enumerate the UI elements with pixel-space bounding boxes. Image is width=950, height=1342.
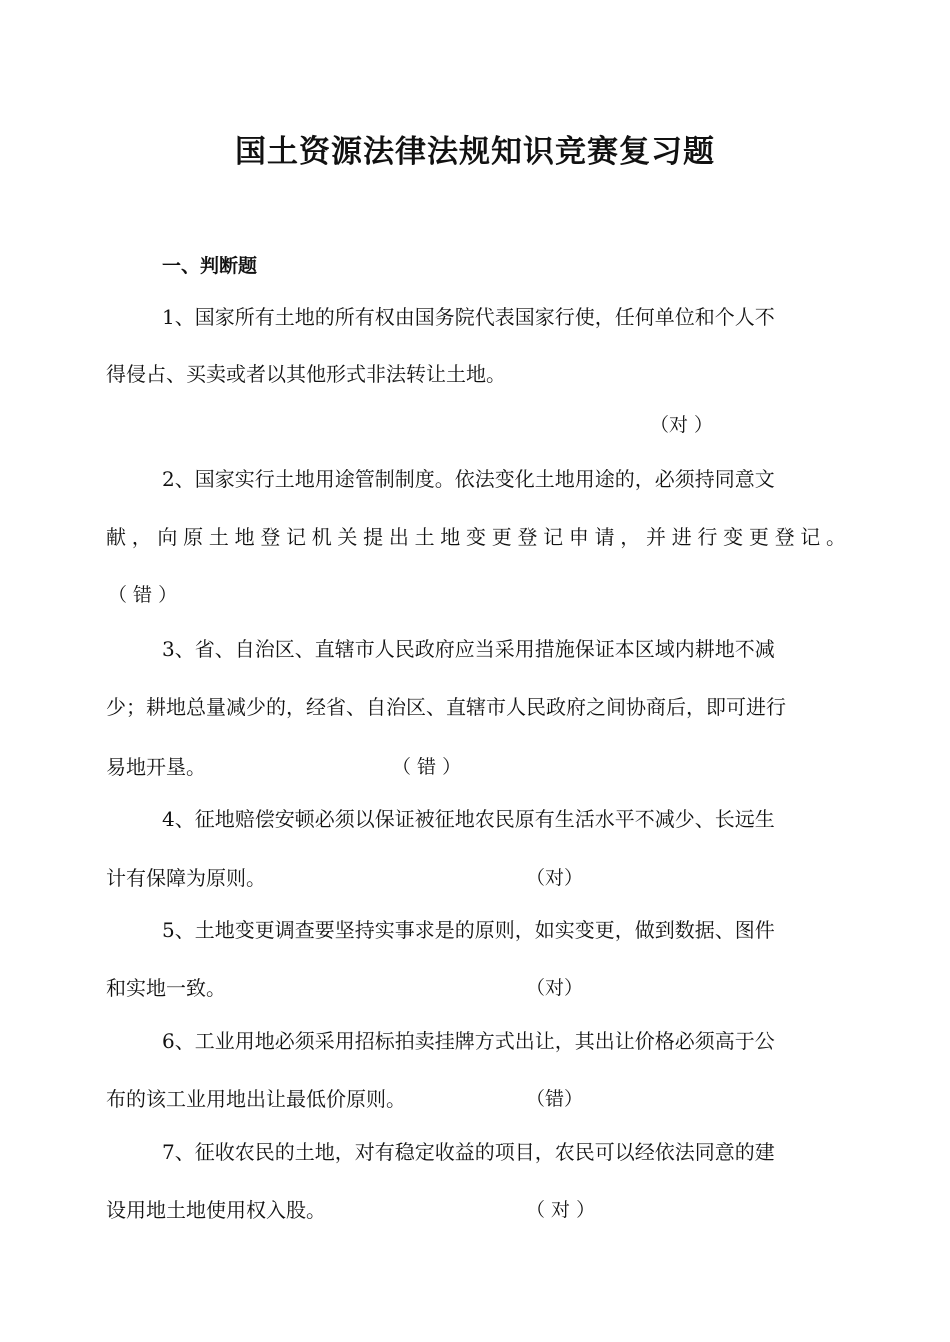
section-heading: 一、判断题 bbox=[162, 255, 258, 277]
question-6-answer: （错） bbox=[526, 1088, 584, 1110]
question-6-line-1: 6、工业用地必须采用招标拍卖挂牌方式出让，其出让价格必须高于公 bbox=[162, 1029, 775, 1053]
question-5-answer: （对） bbox=[526, 977, 584, 999]
question-5-line-1: 5、土地变更调查要坚持实事求是的原则，如实变更，做到数据、图件 bbox=[162, 918, 775, 942]
question-7-line-1: 7、征收农民的土地，对有稳定收益的项目，农民可以经依法同意的建 bbox=[162, 1140, 775, 1164]
question-7-line-2: 设用地土地使用权入股。 bbox=[106, 1198, 326, 1222]
question-3-line-1: 3、省、自治区、直辖市人民政府应当采用措施保证本区域内耕地不减 bbox=[162, 637, 775, 661]
question-3-line-3: 易地开垦。 bbox=[106, 755, 206, 779]
question-5-line-2: 和实地一致。 bbox=[106, 976, 226, 1000]
question-4-answer: （对） bbox=[526, 867, 584, 889]
question-1-line-2: 得侵占、买卖或者以其他形式非法转让土地。 bbox=[106, 362, 506, 386]
question-3-line-2: 少；耕地总量减少的，经省、自治区、直辖市人民政府之间协商后，即可进行 bbox=[106, 695, 786, 719]
question-4-line-1: 4、征地赔偿安顿必须以保证被征地农民原有生活水平不减少、长远生 bbox=[162, 807, 775, 831]
question-3-answer: （ 错 ） bbox=[392, 756, 462, 778]
question-7-answer: （ 对 ） bbox=[526, 1199, 596, 1221]
question-6-line-2: 布的该工业用地出让最低价原则。 bbox=[106, 1087, 406, 1111]
document-title: 国土资源法律法规知识竞赛复习题 bbox=[235, 134, 715, 170]
question-4-line-2: 计有保障为原则。 bbox=[106, 866, 266, 890]
question-2-line-1: 2、国家实行土地用途管制制度。依法变化土地用途的，必须持同意文 bbox=[162, 467, 775, 491]
question-1-line-1: 1、国家所有土地的所有权由国务院代表国家行使，任何单位和个人不 bbox=[162, 305, 775, 329]
question-2-answer: （ 错 ） bbox=[108, 584, 178, 606]
question-2-line-2: 献，向原土地登记机关提出土地变更登记申请，并进行变更登记。 bbox=[106, 525, 846, 549]
question-1-answer: （对 ） bbox=[650, 414, 714, 436]
